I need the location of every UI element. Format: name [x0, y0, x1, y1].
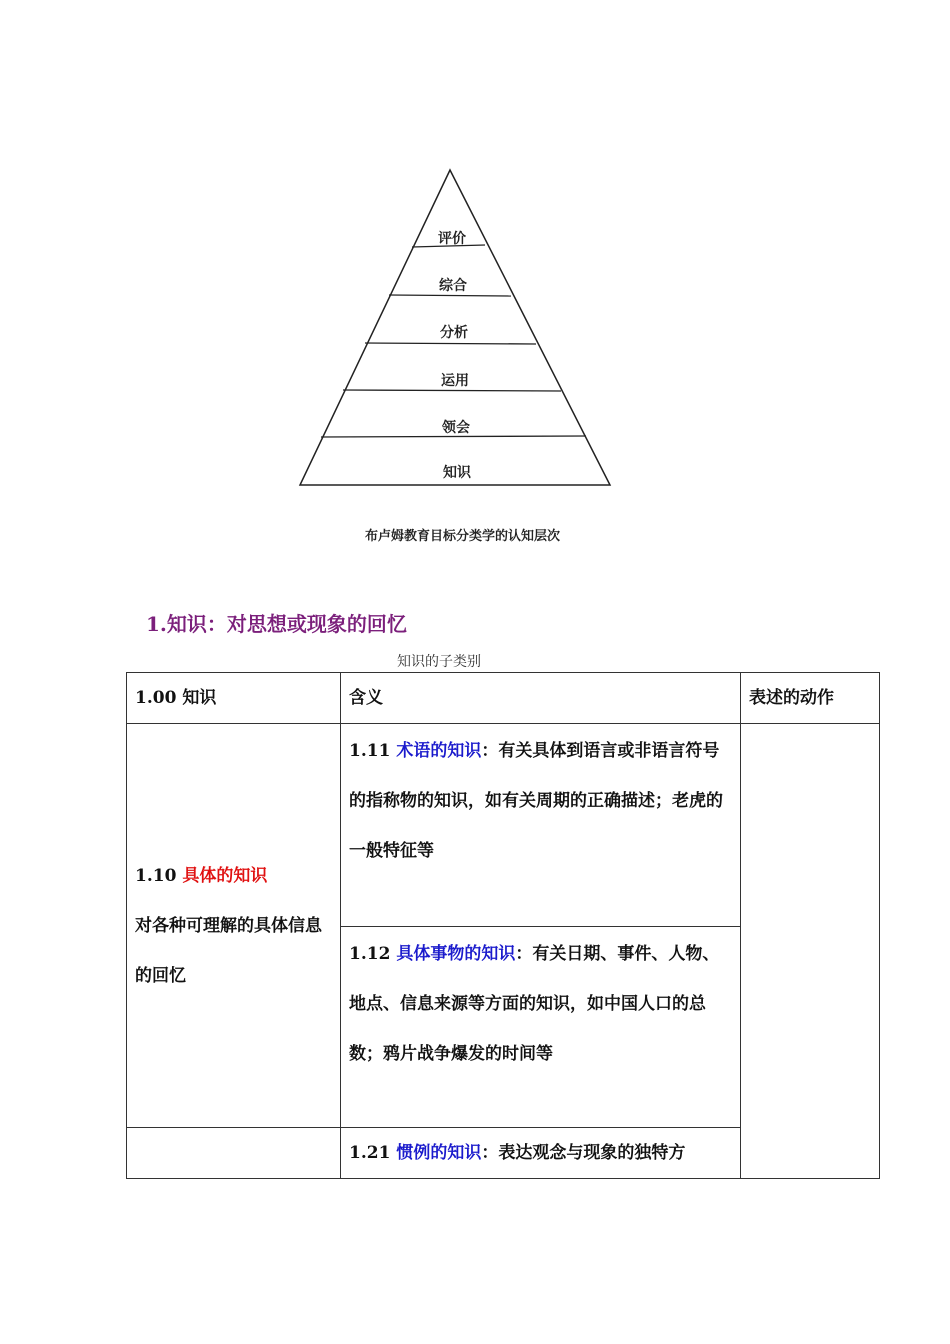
header-cell-category: 1.00 知识 [127, 673, 341, 724]
pyramid-level-analysis: 分析 [440, 325, 468, 341]
table-header-row [127, 673, 880, 724]
conventions-category-cell [127, 1128, 341, 1179]
sub-term: 具体事物的知识 [396, 944, 516, 964]
knowledge-subcategories-table [126, 672, 880, 1179]
actions-cell [741, 724, 880, 1179]
bloom-pyramid-diagram [290, 160, 620, 500]
sub-code: 1.11 [349, 741, 391, 761]
pyramid-level-synthesis: 综合 [439, 278, 467, 294]
category-code: 1.10 [135, 865, 177, 886]
terminology-knowledge-cell [341, 724, 741, 927]
sub-term: 惯例的知识 [396, 1143, 482, 1163]
category-description: 对各种可理解的具体信息的回忆 [135, 915, 322, 986]
specific-knowledge-cell [127, 724, 341, 1128]
sub-description: ：有关具体到语言或非语言符号的指称物的知识，如有关周期的正确描述；老虎的一般特征等 [349, 741, 723, 861]
category-term: 具体的知识 [182, 865, 268, 886]
sub-description: ：有关日期、事件、人物、地点、信息来源等方面的知识，如中国人口的总数；鸦片战争爆发的时间等 [349, 944, 720, 1064]
pyramid-level-knowledge: 知识 [443, 465, 471, 481]
specific-facts-knowledge-cell [341, 927, 741, 1128]
sub-code: 1.12 [349, 944, 391, 964]
pyramid-level-evaluation: 评价 [438, 231, 466, 247]
sub-term: 术语的知识 [396, 741, 482, 761]
section-heading: 1.知识：对思想或现象的回忆 [146, 612, 407, 636]
conventions-knowledge-cell [341, 1128, 741, 1179]
table-caption: 知识的子类别 [397, 654, 481, 670]
header-cell-meaning: 含义 [341, 673, 741, 724]
pyramid-caption: 布卢姆教育目标分类学的认知层次 [365, 529, 561, 544]
sub-code: 1.21 [349, 1143, 391, 1163]
sub-description: ：表达观念与现象的独特方 [481, 1143, 686, 1163]
pyramid-level-application: 运用 [441, 373, 469, 389]
table-row [127, 724, 880, 927]
header-cell-actions: 表述的动作 [741, 673, 880, 724]
pyramid-level-comprehension: 领会 [442, 420, 470, 436]
